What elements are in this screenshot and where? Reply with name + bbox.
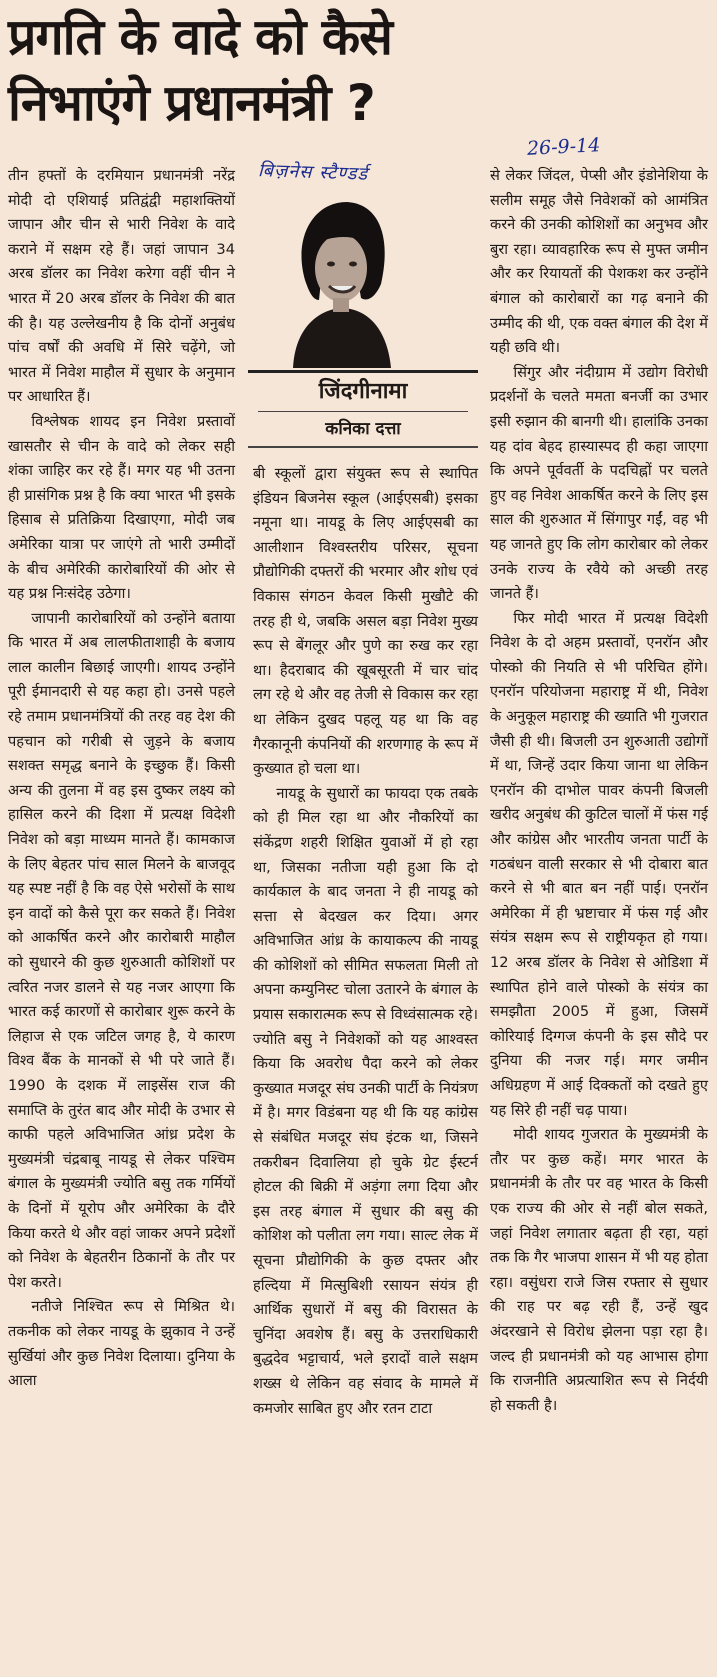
article-column-right: [490, 164, 708, 1418]
headline: [8, 4, 568, 136]
paragraph: नतीजे निश्चित रूप से मिश्रित थे। तकनीक को लेकर नायडू के झुकाव ने उन्हें सुर्खियां और कुछ निवेश दिलाया। दुनिया के आला: [8, 1298, 235, 1390]
paragraph: विश्लेषक शायद इन निवेश प्रस्तावों खासतौर से चीन के वादे को लेकर सही शंका जाहिर कर रहे हैं। मगर यह भी उतना ही प्रासंगिक प्रश्न है कि क्या भारत भी इसके हिसाब से प्रतिक्रिया दिखाएगा, मोदी जब अमेरिका यात्रा पर जाएंगे तो भारी उम्मीदों के बीच अमेरिकी कारोबारियों की ओर से यह प्रश्न निःसंदेह उठेगा।: [8, 412, 235, 603]
author-name: कनिका दत्ता: [325, 419, 401, 439]
headline-line-1: प्रगति के वादे को कैसे: [8, 8, 392, 66]
paragraph: जापानी कारोबारियों को उन्होंने बताया कि भारत में अब लालफीताशाही के बजाय लाल कालीन बिछाई जाएगी। शायद उन्होंने पूरी ईमानदारी से यह कहा हो। उनसे पहले रहे तमाम प्रधानमंत्रियों की तरह वह देश की पहचान को गरीबी से जुड़ने के बजाय सशक्त समृद्ध बनाने के इच्छुक हैं। किसी अन्य की तुलना में वह इस दुष्कर लक्ष्य को हासिल करने की दिशा में प्रत्यक्ष विदेशी निवेश को बड़ा माध्यम मानते हैं। कामकाज के लिए बेहतर पांच साल मिलने के बाजवूद यह स्पष्ट नहीं है कि वह ऐसे भरोसों के साथ इन वादों को कैसे पूरा कर सकते हैं। निवेश को आकर्षित करने और कारोबारी माहौल को सुधारने की कुछ शुरुआती कोशिशों पर त्वरित नजर डालने से यह नजर आएगा कि भारत कई कारणों से कारोबार शुरू करने के लिहाज से एक जटिल जगह है, ये कारण विश्व बैंक के मानकों से भी परे जाते हैं। 1990 के दशक में लाइसेंस राज की समाप्ति के तुरंत बाद और मोदी के उभार से काफी पहले अविभाजित आंध्र प्रदेश के मुख्यमंत्री चंद्रबाबू नायडू से लेकर पश्चिम बंगाल के मुख्यमंत्री ज्योति बसु तक गर्मियों के दिनों में यूरोप और अमेरिका के दौरे किया करते थे और वहां जाकर अपने प्रदेशों को निवेश के बेहतरीन ठिकानों के तौर पर पेश करते।: [8, 609, 235, 1291]
headline-line-2: निभाएंगे प्रधानमंत्री ?: [8, 74, 375, 132]
column-byline: [248, 370, 478, 448]
paragraph: नायडू के सुधारों का फायदा एक तबके को ही मिल रहा था और नौकरियों का संकेंद्रण शहरी शिक्षित युवाओं में हो रहा था, जिसका नतीजा यही हुआ कि दो कार्यकाल के बाद जनता ने ही नायडू को सत्ता से बेदखल कर दिया। अगर अविभाजित आंध्र के कायाकल्प की नायडू की कोशिशों को सीमित सफलता मिली तो अपना कम्युनिस्ट चोला उतारने के बंगाल के प्रयास सकारात्मक रूप से विध्वंसात्मक रहे। ज्योति बसु ने निवेशकों को यह आश्वस्त किया कि अवरोध पैदा करने को लेकर कुख्यात मजदूर संघ उनकी पार्टी के नियंत्रण में है। मगर विडंबना यह थी कि यह कांग्रेस से संबंधित मजदूर संघ इंटक था, जिसने तकरीबन दिवालिया हो चुके ग्रेट ईस्टर्न होटल की बिक्री में अड़ंगा लगा दिया और इस तरह बंगाल में सुधार की बसु की कोशिश को पलीता लग गया। साल्ट लेक में सूचना प्रौद्योगिकी के कुछ दफ्तर और हल्दिया में मित्सुबिशी रसायन संयंत्र ही आर्थिक सुधारों में बसु की विरासत के चुनिंदा अवशेष हैं। बसु के उत्तराधिकारी बुद्धदेव भट्टाचार्य, भले इरादों वाले सक्षम शख्स थे लेकिन वह संवाद के मामले में कमजोर साबित हुए और रतन टाटा: [253, 784, 478, 1417]
column-name: जिंदगीनामा: [318, 379, 408, 404]
divider: [248, 370, 478, 373]
paragraph: बी स्कूलों द्वारा संयुक्त रूप से स्थापित इंडियन बिजनेस स्कूल (आईएसबी) इसका नमूना था। नायडू के लिए आईएसबी का आलीशान विश्वस्तरीय परिसर, सूचना प्रौद्योगिकी दफ्तरों की भरमार और शोध एवं विकास संगठन केवल किसी मुखौटे की तरह ही थे, जबकि असल बड़ा निवेश मुख्य रूप से बेंगलूर और पुणे का रुख कर रहा था। हैदराबाद की खूबसूरती में चार चांद लग रहे थे और वह तेजी से विकास कर रहा था लेकिन दुखद पहलू यह था कि वह गैरकानूनी कंपनियों की शरणगाह के रूप में कुख्यात हो चला था।: [253, 465, 478, 778]
divider: [258, 411, 468, 412]
paragraph: तीन हफ्तों के दरमियान प्रधानमंत्री नरेंद्र मोदी दो एशियाई प्रतिद्वंद्वी महाशक्तियों जापान और चीन से भारी निवेश के वादे कराने में सक्षम रहे हैं। जहां जापान 34 अरब डॉलर का निवेश करेगा वहीं चीन ने भारत में 20 अरब डॉलर के निवेश की बात की है। यह उल्लेखनीय है कि दोनों अनुबंध पांच वर्षों की अवधि में सिरे चढ़ेंगे, जो भारत में निवेश माहौल में सुधार के अनुमान पर आधारित हैं।: [8, 167, 235, 406]
author-portrait-icon: [263, 188, 418, 368]
divider: [248, 446, 478, 448]
handwritten-date: 26-9-14: [526, 134, 601, 160]
handwritten-source: बिज़नेस स्टैण्डर्ड: [257, 160, 369, 185]
article-column-middle: [253, 462, 478, 1421]
article-column-left: [8, 164, 235, 1394]
paragraph: सिंगुर और नंदीग्राम में उद्योग विरोधी प्रदर्शनों के चलते ममता बनर्जी का उभार इसी रुझान की बानगी थी। हालांकि उनका यह दांव बेहद हास्यास्पद ही कहा जाएगा कि अपने पूर्ववर्ती के पदचिह्नों पर चलते हुए वह निवेश आकर्षित करने के लिए इस साल की शुरुआत में सिंगापुर गईं, वह भी यह जानते हुए कि लोग कारोबार को लेकर उनके राज्य के रवैये को अच्छी तरह जानते हैं।: [490, 363, 708, 603]
paragraph: से लेकर जिंदल, पेप्सी और इंडोनेशिया के सलीम समूह जैसे निवेशकों को आमंत्रित करने की उनकी कोशिशों का अनुभव और बुरा रहा। व्यावहारिक रूप से मुफ्त जमीन और कर रियायतों की पेशकश कर उन्होंने बंगाल को कारोबारों का गढ़ बनाने की उम्मीद की थी, एक वक्त बंगाल की देश में यही छवि थी।: [490, 167, 708, 357]
paragraph: मोदी शायद गुजरात के मुख्यमंत्री के तौर पर कुछ कहें। मगर भारत के प्रधानमंत्री के तौर पर वह भारत के किसी एक राज्य की ओर से नहीं बोल सकते, जहां निवेश लगातार बढ़ता ही रहा, यहां तक कि गैर भाजपा शासन में भी यह होता रहा। वसुंधरा राजे जिस रफ्तार से सुधार की राह पर बढ़ रही हैं, उन्हें खुद अंदरखाने से विरोध झेलना पड़ा रहा है। जल्द ही प्रधानमंत्री को यह आभास होगा कि राजनीति अप्रत्याशित रूप से निर्दयी हो सकती है।: [490, 1126, 708, 1414]
paragraph: फिर मोदी भारत में प्रत्यक्ष विदेशी निवेश के दो अहम प्रस्तावों, एनरॉन और पोस्को की नियति से भी परिचित होंगे। एनरॉन परियोजना महाराष्ट्र में थी, निवेश के अनुकूल महाराष्ट्र की ख्याति भी गुजरात जैसी ही थी। बिजली उन शुरुआती उद्योगों में था, जिन्हें उदार किया जाना था लेकिन एनरॉन की दाभोल पावर कंपनी बिजली खरीद अनुबंध की कुटिल चालों में फंस गई और कांग्रेस और भारतीय जनता पार्टी के गठबंधन वाली सरकार से भी दोबारा बात करने से भी बात बन नहीं पाई। एनरॉन अमेरिका में ही भ्रष्टाचार में फंस गई और संयंत्र सक्षम रूप से राष्ट्रीयकृत हो गया। 12 अरब डॉलर के निवेश से ओडिशा में स्थापित होने वाले पोस्को के संयंत्र का समझौता 2005 में हुआ, जिसमें कोरियाई दिग्गज कंपनी के इस सौदे पर दुनिया की नजर गई। मगर जमीन अधिग्रहण में आई दिक्कतों को दखते हुए यह सिरे ही नहीं चढ़ पाया।: [490, 609, 708, 1119]
